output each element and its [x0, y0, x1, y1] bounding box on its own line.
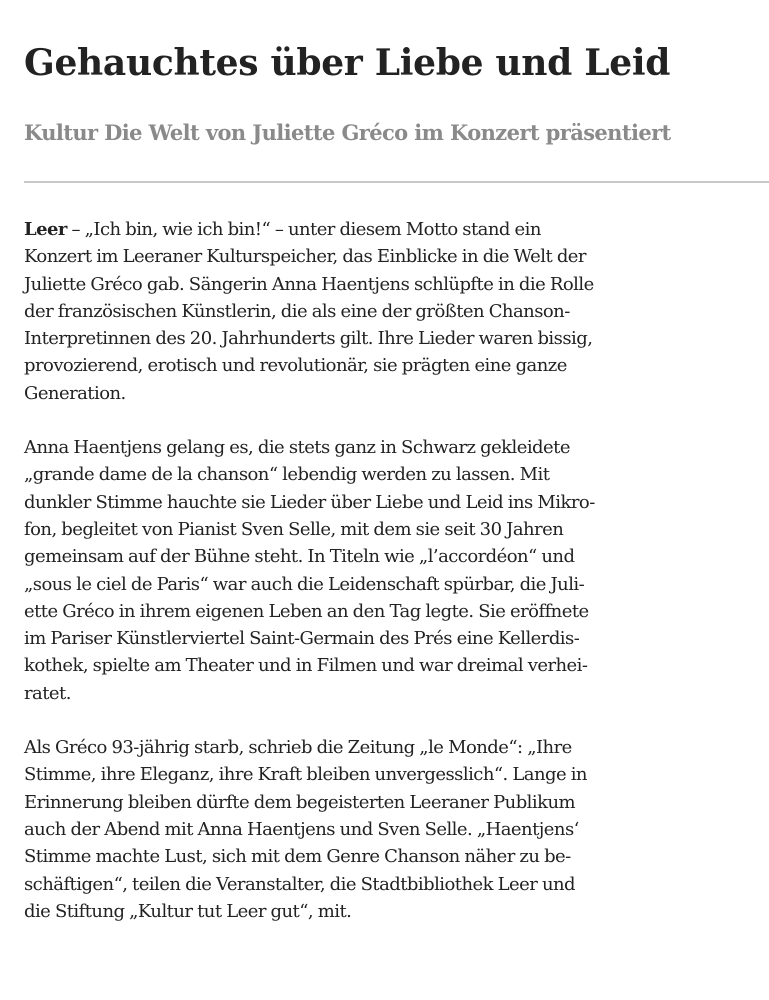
body-line: auch der Abend mit Anna Haentjens und Sven Selle. „Haentjens‘	[24, 818, 579, 840]
body-line: im Pariser Künstlerviertel Saint-Germain des Prés eine Kellerdis-	[24, 628, 580, 650]
body-line: gemeinsam auf der Bühne steht. In Titeln wie „l’accordéon“ und	[24, 546, 575, 568]
headline-divider	[24, 181, 769, 183]
article-body	[24, 216, 744, 952]
body-line: Stimme machte Lust, sich mit dem Genre Chanson näher zu be-	[24, 846, 571, 868]
body-line: Interpretinnen des 20. Jahrhunderts gilt. Ihre Lieder waren bissig,	[24, 328, 593, 350]
body-line: der französischen Künstlerin, die als eine der größten Chanson-	[24, 300, 570, 322]
body-line: Stimme, ihre Eleganz, ihre Kraft bleiben unvergesslich“. Lange in	[24, 764, 587, 786]
body-line	[24, 216, 744, 243]
body-line: Konzert im Leeraner Kulturspeicher, das Einblicke in die Welt der	[24, 246, 586, 268]
body-line: ratet.	[24, 682, 71, 704]
body-line: Anna Haentjens gelang es, die stets ganz in Schwarz gekleidete	[24, 437, 570, 459]
body-line: dunkler Stimme hauchte sie Lieder über Liebe und Leid ins Mikro-	[24, 491, 595, 513]
body-line: kothek, spielte am Theater und in Filmen und war dreimal verhei-	[24, 655, 588, 677]
article-headline: Gehauchtes über Liebe und Leid	[24, 42, 671, 84]
body-line: provozierend, erotisch und revolutionär, sie prägten eine ganze	[24, 355, 567, 377]
paragraph-3	[24, 734, 744, 925]
body-line-text: – „Ich bin, wie ich bin!“ – unter diesem Motto stand ein	[66, 219, 541, 240]
dateline: Leer	[24, 219, 67, 240]
body-line: schäftigen“, teilen die Veranstalter, die Stadtbibliothek Leer und	[24, 873, 576, 895]
body-line: Erinnerung bleiben dürfte dem begeisterten Leeraner Publikum	[24, 791, 576, 813]
body-line: fon, begleitet von Pianist Sven Selle, mit dem sie seit 30 Jahren	[24, 518, 564, 540]
paragraph-2	[24, 434, 744, 707]
body-line: „grande dame de la chanson“ lebendig werden zu lassen. Mit	[24, 464, 550, 486]
body-line: Juliette Gréco gab. Sängerin Anna Haentjens schlüpfte in die Rolle	[24, 273, 594, 295]
paragraph-1	[24, 216, 744, 407]
body-line: Generation.	[24, 382, 126, 404]
body-line: „sous le ciel de Paris“ war auch die Leidenschaft spürbar, die Juli-	[24, 573, 585, 595]
body-line: ette Gréco in ihrem eigenen Leben an den Tag legte. Sie eröffnete	[24, 600, 589, 622]
article-subline: Kultur Die Welt von Juliette Gréco im Konzert präsentiert	[24, 120, 671, 145]
body-line: die Stiftung „Kultur tut Leer gut“, mit.	[24, 900, 352, 922]
body-line: Als Gréco 93-jährig starb, schrieb die Zeitung „le Monde“: „Ihre	[24, 737, 572, 759]
